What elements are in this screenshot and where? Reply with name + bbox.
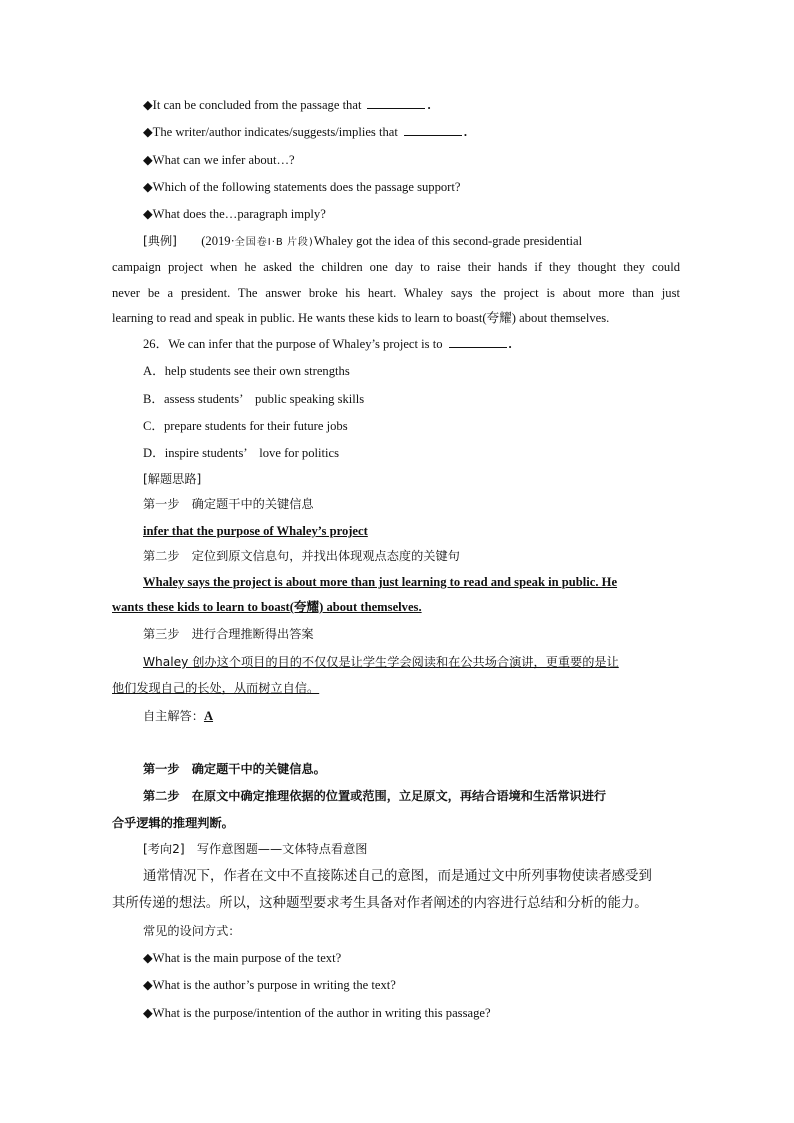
option-c: C．prepare students for their future jobs (143, 419, 348, 433)
analysis-step-2: 第二步 定位到原文信息句，并找出体现观点态度的关键句 (143, 549, 460, 563)
method-step-1: 第一步 确定题干中的关键信息。 (143, 762, 326, 776)
analysis-step-1-key: infer that the purpose of Whaley’s project (143, 524, 368, 538)
option-d: D．inspire students’ love for politics (143, 446, 339, 460)
purpose-pattern-3: ◆What is the purpose/intention of the author in writing this passage? (143, 1006, 491, 1020)
method-step-2-line-2: 合乎逻辑的推理判断。 (112, 816, 234, 830)
question-stem: 26．We can infer that the purpose of Whaley’s project is to . (143, 337, 512, 351)
section-2-para-2: 其所传递的想法。所以，这种题型要求考生具备对作者阐述的内容进行总结和分析的能力。 (112, 896, 648, 911)
question-pattern-1: ◆It can be concluded from the passage that . (143, 98, 431, 112)
analysis-step-2-key-1: Whaley says the project is about more than just learning to read and speak in public. He (143, 575, 618, 589)
example-line-1: [典例] (2019·全国卷Ⅰ·B 片段)Whaley got the idea of this second-grade presidential (143, 234, 583, 248)
question-pattern-3: ◆What can we infer about…? (143, 153, 295, 167)
option-a: A．help students see their own strengths (143, 364, 350, 378)
analysis-step-3-line-1: Whaley 创办这个项目的目的不仅仅是让学生学会阅读和在公共场合演讲，更重要的是让 (143, 655, 619, 669)
purpose-pattern-1: ◆What is the main purpose of the text? (143, 951, 342, 965)
method-step-2-line-1: 第二步 在原文中确定推理依据的位置或范围，立足原文，再结合语境和生活常识进行 (143, 789, 607, 803)
example-line-2: campaign project when he asked the children one day to raise their hands if they thought they could (112, 260, 680, 274)
answer-blank (449, 336, 507, 348)
section-2-para-1: 通常情况下，作者在文中不直接陈述自己的意图，而是通过文中所列事物使读者感受到 (143, 869, 652, 884)
question-pattern-4: ◆Which of the following statements does the passage support? (143, 180, 461, 194)
question-pattern-2: ◆The writer/author indicates/suggests/implies that . (143, 125, 468, 139)
analysis-heading: [解题思路] (143, 472, 202, 486)
self-answer: 自主解答：A (143, 709, 214, 723)
option-b: B．assess students’ public speaking skills (143, 392, 365, 406)
question-pattern-5: ◆What does the…paragraph imply? (143, 207, 326, 221)
example-source: 全国卷Ⅰ·B (234, 237, 284, 248)
example-label: [典例] (143, 234, 177, 248)
analysis-step-3-line-2: 他们发现自己的长处，从而树立自信。 (112, 681, 320, 695)
answer-value: A (203, 709, 214, 723)
purpose-pattern-2: ◆What is the author’s purpose in writing the text? (143, 978, 396, 992)
answer-blank (367, 97, 425, 109)
common-ways-label: 常见的设问方式： (143, 924, 241, 938)
example-line-4: learning to read and speak in public. He wants these kids to learn to boast(夸耀) about themselves. (112, 311, 610, 325)
analysis-step-3: 第三步 进行合理推断得出答案 (143, 627, 314, 641)
analysis-step-1: 第一步 确定题干中的关键信息 (143, 497, 314, 511)
section-2-heading: [考向2] 写作意图题——文体特点看意图 (143, 842, 368, 856)
analysis-step-2-key-2: wants these kids to learn to boast(夸耀) about themselves. (112, 600, 422, 614)
example-line-3: never be a president. The answer broke his heart. Whaley says the project is about more than just (112, 286, 680, 300)
answer-blank (404, 124, 462, 136)
